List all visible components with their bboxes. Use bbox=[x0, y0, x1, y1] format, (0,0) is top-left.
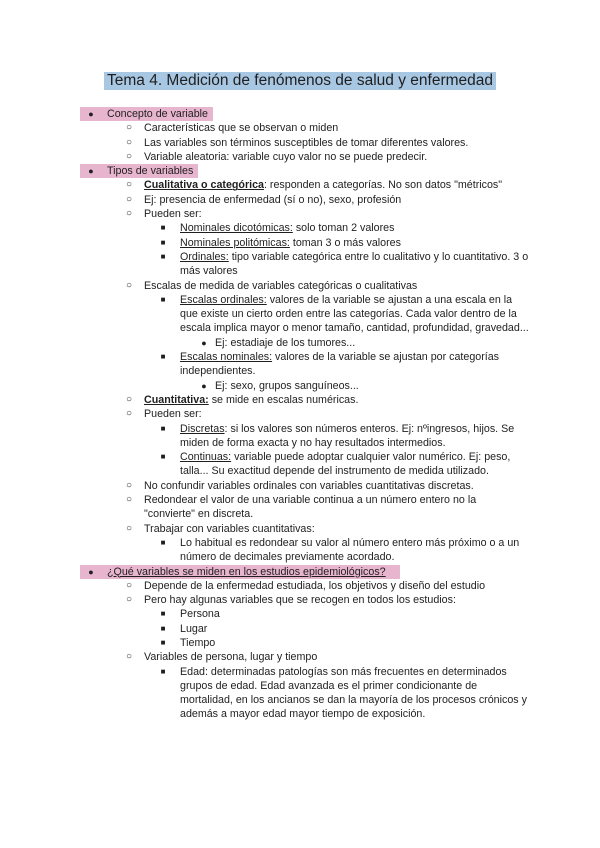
bullet-icon: ○ bbox=[125, 122, 133, 134]
list-item: ○ Escalas de medida de variables categóricas o cualitativas bbox=[125, 279, 418, 292]
bullet-icon: ■ bbox=[160, 452, 166, 462]
bullet-icon: ■ bbox=[160, 237, 166, 247]
list-item: ○ Redondear el valor de una variable continua a un número entero no la "convierte" en discreta. bbox=[125, 494, 477, 521]
list-item: ■ Lo habitual es redondear su valor al número entero más próximo o a un número de decimales previamente acordado. bbox=[0, 536, 600, 565]
list-item bbox=[0, 565, 600, 579]
list-item bbox=[0, 107, 600, 121]
bullet-icon: ○ bbox=[125, 522, 133, 534]
list-item: ■ Continuas: variable puede adoptar cualquier valor numérico. Ej: peso, talla... Su exactitud depende del instrumento de medida utilizado. bbox=[0, 450, 600, 479]
list-item: ○ Trabajar con variables cuantitativas: bbox=[125, 522, 315, 535]
bullet-icon: ○ bbox=[125, 279, 133, 291]
bullet-icon: ■ bbox=[160, 609, 166, 619]
bullet-icon: ■ bbox=[160, 666, 166, 676]
bullet-icon: ○ bbox=[125, 179, 133, 191]
list-item: ■ Lugar bbox=[0, 622, 600, 636]
bullet-icon: ○ bbox=[125, 393, 133, 405]
list-item: ■ Persona bbox=[0, 607, 600, 621]
list-item: ● Ej: sexo, grupos sanguíneos... bbox=[0, 379, 600, 393]
bullet-icon: ■ bbox=[160, 537, 166, 547]
list-item: ○ Cualitativa o categórica: responden a categorías. No son datos "métricos" bbox=[125, 179, 503, 192]
bullet-icon: ○ bbox=[125, 579, 133, 591]
bullet-icon: ○ bbox=[125, 408, 133, 420]
bullet-icon: ○ bbox=[125, 136, 133, 148]
list-item: ■ Ordinales: tipo variable categórica entre lo cualitativo y lo cuantitativo. 3 o más valores bbox=[0, 250, 600, 279]
list-item: ○ Depende de la enfermedad estudiada, los objetivos y diseño del estudio bbox=[125, 579, 486, 592]
list-item: ○ Ej: presencia de enfermedad (sí o no), sexo, profesión bbox=[125, 193, 402, 206]
bullet-icon: ○ bbox=[125, 208, 133, 220]
bullet-icon: ○ bbox=[125, 193, 133, 205]
bullet-icon: ■ bbox=[160, 251, 166, 261]
document-title: Tema 4. Medición de fenómenos de salud y enfermedad bbox=[0, 70, 600, 91]
list-item: ○ Cuantitativa: se mide en escalas numéricas. bbox=[125, 393, 359, 406]
bullet-icon: ■ bbox=[160, 423, 166, 433]
bullet-icon: ■ bbox=[160, 352, 166, 362]
bullet-icon: ■ bbox=[160, 623, 166, 633]
bullet-icon: ○ bbox=[125, 651, 133, 663]
list-item: ■ Discretas: si los valores son números enteros. Ej: nºingresos, hijos. Se miden de forma exacta y no hay resultados intermedios. bbox=[0, 422, 600, 451]
bullet-icon: ■ bbox=[160, 294, 166, 304]
list-item: ● Ej: estadiaje de los tumores... bbox=[0, 336, 600, 350]
list-item: ■ Nominales dicotómicas: solo toman 2 valores bbox=[0, 221, 600, 235]
list-item: ■ Edad: determinadas patologías son más frecuentes en determinados grupos de edad. Edad avanzada es el primer condicionante de mortalidad, en los ancianos se dan la mayoría de los procesos crónicos y además a mayor edad mayor tiempo de exposición. bbox=[0, 665, 600, 722]
bullet-icon: ● bbox=[88, 166, 94, 177]
list-item: ■ Tiempo bbox=[0, 636, 600, 650]
list-item: ○ Pueden ser: bbox=[125, 408, 202, 421]
bullet-icon: ○ bbox=[125, 494, 133, 506]
list-item: ■ Escalas ordinales: valores de la variable se ajustan a una escala en la que existe un cierto orden entre las categorías. Cada valor dentro de la escala implica mayor o menor tamaño, cantidad, profundidad, gravedad... bbox=[0, 293, 600, 336]
bullet-icon: ○ bbox=[125, 594, 133, 606]
list-item: ○ Variable aleatoria: variable cuyo valor no se puede predecir. bbox=[125, 150, 428, 163]
section-heading: Concepto de variable bbox=[107, 108, 209, 120]
list-item: ■ Nominales politómicas: toman 3 o más valores bbox=[0, 236, 600, 250]
list-item: ○ Características que se observan o miden bbox=[125, 122, 339, 135]
list-item: ○ Variables de persona, lugar y tiempo bbox=[125, 651, 318, 664]
bullet-icon: ○ bbox=[125, 479, 133, 491]
list-item: ○ Pueden ser: bbox=[125, 208, 202, 221]
list-item bbox=[0, 164, 600, 178]
list-item: ○ Pero hay algunas variables que se recogen en todos los estudios: bbox=[125, 594, 456, 607]
bullet-icon: ● bbox=[201, 380, 207, 391]
section-heading: Tipos de variables bbox=[107, 165, 194, 178]
bullet-icon: ● bbox=[88, 566, 94, 577]
list-item: ○ No confundir variables ordinales con variables cuantitativas discretas. bbox=[125, 479, 474, 492]
bullet-icon: ■ bbox=[160, 223, 166, 233]
bullet-icon: ■ bbox=[160, 637, 166, 647]
bullet-icon: ● bbox=[88, 109, 94, 119]
bullet-icon: ○ bbox=[125, 150, 133, 162]
list-item: ■ Escalas nominales: valores de la variable se ajustan por categorías independientes. bbox=[0, 350, 600, 379]
document-body bbox=[0, 107, 600, 722]
list-item: ○ Las variables son términos susceptibles de tomar diferentes valores. bbox=[125, 136, 469, 149]
bullet-icon: ● bbox=[201, 337, 207, 348]
section-heading: ¿Qué variables se miden en los estudios epidemiológicos? bbox=[107, 565, 386, 578]
